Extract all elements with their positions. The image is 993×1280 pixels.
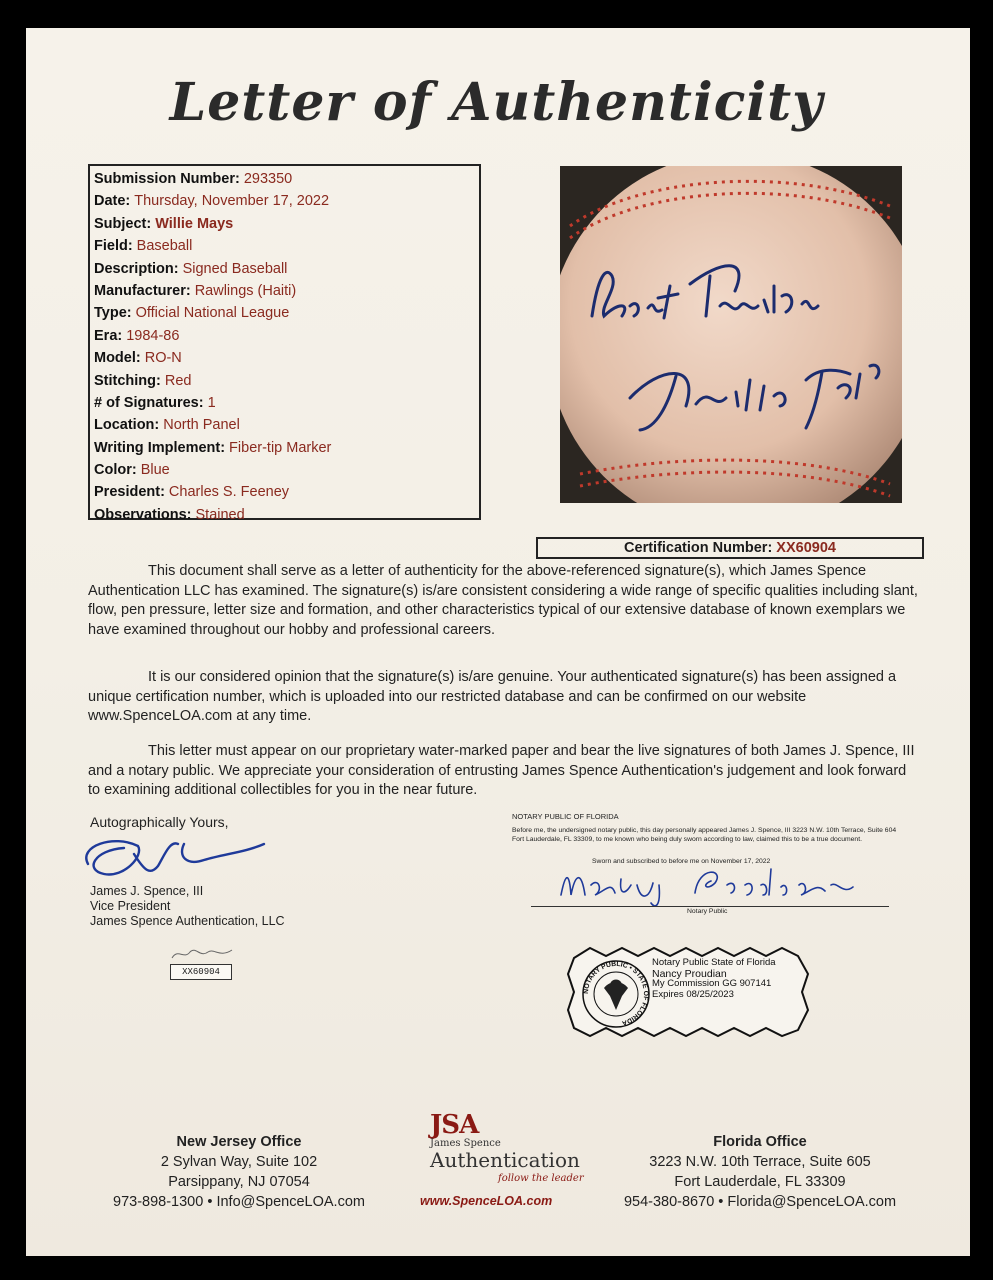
stamp-line-state: Notary Public State of Florida (652, 957, 776, 968)
field-value: 293350 (243, 171, 293, 187)
info-row (94, 437, 475, 459)
fl-office-address1: 3223 N.W. 10th Terrace, Suite 605 (649, 1154, 871, 1170)
field-value: Charles S. Feeney (168, 484, 290, 501)
field-label: Manufacturer: (94, 282, 191, 299)
nj-office-address1: 2 Sylvan Way, Suite 102 (160, 1154, 318, 1170)
new-jersey-office (100, 1132, 378, 1212)
info-row (94, 459, 475, 481)
info-row (94, 504, 475, 526)
notary-stamp-text (652, 958, 776, 1000)
info-row (94, 190, 475, 212)
field-value: Willie Mays (155, 215, 234, 232)
field-label: Model: (94, 350, 141, 367)
nj-office-address2: Parsippany, NJ 07054 (168, 1174, 310, 1190)
field-value: North Panel (163, 417, 240, 434)
notary-statement: Before me, the undersigned notary public, this day personally appeared James J. Spence, III 3223 N.W. 10th Terrace, Suite 604 Fort Lauderdale, FL 33309, to me known who being duly sworn according to law, claimed this to be a true document. (512, 827, 897, 843)
signer-name: James J. Spence, III (90, 884, 204, 898)
info-row (94, 347, 475, 369)
signed-baseball-photo (560, 166, 902, 503)
jsa-logo (416, 1110, 596, 1214)
seal-text: NOTARY PUBLIC • STATE OF FLORIDA (582, 960, 650, 1027)
submission-details-box (88, 164, 481, 523)
info-row (94, 325, 475, 347)
field-value: 1984-86 (126, 327, 180, 344)
certification-number-box (536, 537, 924, 559)
info-row (94, 370, 475, 392)
stamp-line-name: Nancy Proudian (652, 967, 727, 980)
stamp-line-expires: Expires 08/25/2023 (652, 988, 734, 1000)
field-label: Description: (94, 260, 179, 277)
field-value: Red (164, 372, 192, 389)
signer-title: Vice President (90, 899, 171, 913)
jsa-website-link[interactable]: www.SpenceLOA.com (420, 1194, 553, 1208)
stamp-line-commission: My Commission GG 907141 (652, 978, 772, 989)
jsa-logo-tagline: follow the leader (498, 1173, 584, 1184)
notary-sworn-line: Sworn and subscribed to before me on November 17, 2022 (592, 858, 771, 865)
jsa-logo-authentication: Authentication (430, 1148, 580, 1172)
info-row (94, 235, 475, 257)
nj-office-contact: 973-898-1300 • Info@SpenceLOA.com (113, 1194, 365, 1210)
paragraph-authenticity: This document shall serve as a letter of authenticity for the above-referenced signature(s), which James Spence Authentication LLC has examined. The signature(s) is/are consistent considering a wide range of specific qualities including slant, flow, pen pressure, letter size and formation, and other characteristics typical of our extensive database of known exemplars we have examined throughout our hobby and professional careers. (88, 563, 918, 638)
field-label: Subject: (94, 215, 152, 232)
field-label: Date: (94, 193, 131, 210)
paragraph-requirements: This letter must appear on our proprietary water-marked paper and bear the live signatures of both James J. Spence, III and a notary public. We appreciate your consideration of entrusting James Spence Authentication's judgement and look forward to examining additional collectibles for you in the near future. (88, 743, 915, 798)
info-row (94, 258, 475, 280)
document-title: Letter of Authenticity (169, 72, 824, 133)
fl-office-name: Florida Office (713, 1134, 807, 1150)
fl-office-contact: 954-380-8670 • Florida@SpenceLOA.com (623, 1194, 897, 1210)
field-value: Stained (195, 506, 245, 523)
field-label: Location: (94, 417, 160, 434)
field-label: Stitching: (94, 372, 161, 389)
signer-block (90, 884, 285, 929)
field-label: President: (94, 484, 165, 501)
fl-office-address2: Fort Lauderdale, FL 33309 (674, 1174, 846, 1190)
mini-certification-label: XX60904 (170, 964, 232, 980)
info-row (94, 213, 475, 235)
field-label: Field: (94, 238, 133, 255)
info-row (94, 414, 475, 436)
field-label: Submission Number: (94, 171, 240, 187)
field-value: Blue (140, 462, 170, 479)
notary-heading: NOTARY PUBLIC OF FLORIDA (512, 812, 619, 821)
field-label: Observations: (94, 506, 192, 523)
jsa-logo-spence: James Spence (430, 1138, 501, 1149)
info-row (94, 168, 475, 190)
info-row (94, 302, 475, 324)
field-label: # of Signatures: (94, 394, 204, 411)
florida-office (612, 1132, 908, 1212)
certification-number: XX60904 (776, 540, 836, 556)
signer-company: James Spence Authentication, LLC (90, 914, 285, 928)
field-value: RO-N (144, 350, 182, 367)
nj-office-name: New Jersey Office (176, 1134, 302, 1150)
field-value: Baseball (136, 238, 193, 255)
paragraph-opinion: It is our considered opinion that the signature(s) is/are genuine. Your authenticated signature(s) has been assigned a unique certification number, which is uploaded into our restricted database and can be confirmed on our website www.SpenceLOA.com at any time. (88, 669, 897, 724)
certification-label: Certification Number: (624, 540, 773, 556)
info-row (94, 280, 475, 302)
jsa-logo-mark: JSA (430, 1110, 479, 1140)
field-value: 1 (207, 394, 216, 411)
field-value: Fiber-tip Marker (229, 439, 332, 456)
field-value: Official National League (135, 305, 290, 322)
field-value: Thursday, November 17, 2022 (134, 193, 330, 210)
info-row (94, 481, 475, 503)
field-label: Era: (94, 327, 123, 344)
field-label: Writing Implement: (94, 439, 226, 456)
field-value: Rawlings (Haiti) (194, 282, 297, 299)
field-value: Signed Baseball (182, 260, 288, 277)
notary-role-label: Notary Public (687, 908, 728, 915)
info-row (94, 392, 475, 414)
spence-signature (74, 826, 274, 891)
field-label: Type: (94, 305, 132, 322)
field-label: Color: (94, 462, 137, 479)
notary-signature-line (531, 906, 889, 907)
closing-salutation: Autographically Yours, (90, 814, 229, 830)
